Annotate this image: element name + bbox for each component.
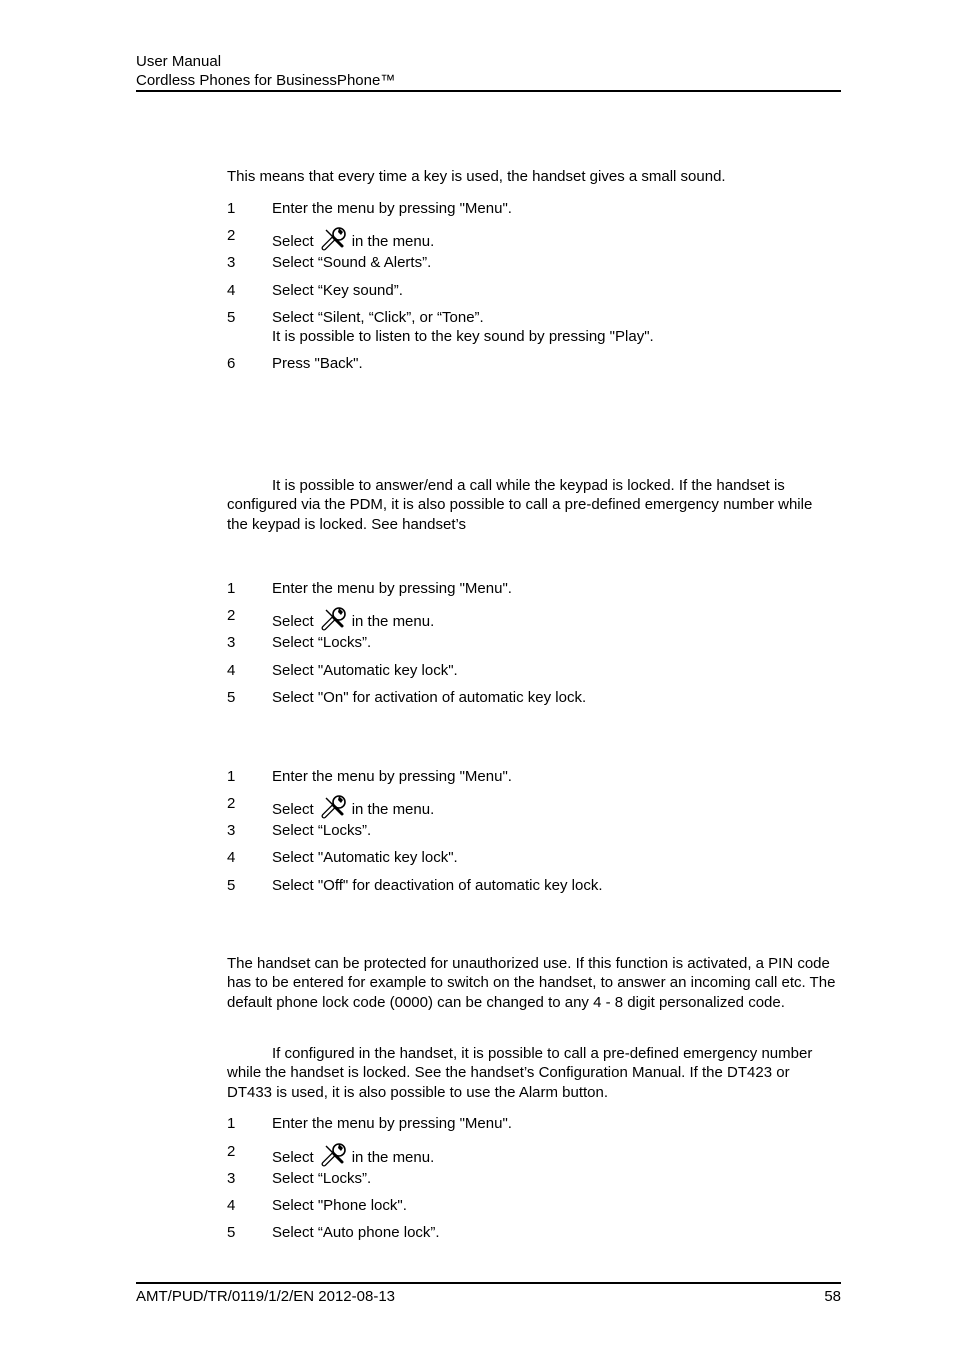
step-text xyxy=(272,661,458,680)
step-text-line: Select “Key sound”. xyxy=(272,282,403,299)
step-text-before-icon: Select xyxy=(272,801,314,818)
step-text-line-2: It is possible to listen to the key sound by pressing "Play". xyxy=(272,328,654,345)
footer-rule xyxy=(136,1282,841,1284)
step-text xyxy=(272,226,434,252)
step-number: 5 xyxy=(227,309,236,326)
step-text xyxy=(272,794,434,820)
step-text-after-icon: in the menu. xyxy=(351,1149,435,1166)
step-text-line: Select "Automatic key lock". xyxy=(272,662,458,679)
step-text-line: Select "On" for activation of automatic key lock. xyxy=(272,689,587,706)
step-number: 6 xyxy=(227,355,236,372)
step-text-line: Enter the menu by pressing "Menu". xyxy=(272,768,512,785)
step-text-line: Select “Locks”. xyxy=(272,634,372,651)
footer-page-number: 58 xyxy=(824,1288,841,1305)
step-number: 4 xyxy=(227,282,236,299)
step-text xyxy=(272,253,431,272)
step-text-line: Enter the menu by pressing "Menu". xyxy=(272,1115,512,1132)
step-number: 2 xyxy=(227,227,236,244)
step-text-line: Select "Phone lock". xyxy=(272,1197,407,1214)
step-text xyxy=(272,848,458,867)
step-text xyxy=(272,633,371,652)
header-rule xyxy=(136,90,841,92)
step-text xyxy=(272,1223,440,1242)
step-text-after-icon: in the menu. xyxy=(351,613,435,630)
step-text xyxy=(272,308,654,346)
step-number: 5 xyxy=(227,1224,236,1241)
step-number: 4 xyxy=(227,662,236,679)
step-number: 3 xyxy=(227,822,236,839)
step-text xyxy=(272,1196,407,1215)
step-text-line: Select “Locks”. xyxy=(272,822,372,839)
settings-wrench-icon xyxy=(320,1142,348,1168)
step-text-line: Enter the menu by pressing "Menu". xyxy=(272,580,512,597)
step-text xyxy=(272,767,512,786)
step-text-line: Select “Locks”. xyxy=(272,1170,372,1187)
step-text xyxy=(272,1142,434,1168)
phone-lock-intro: The handset can be protected for unauthorized use. If this function is activated, a PIN code has to be entered for example to switch on the handset, to answer an incoming call etc. The default phone lock code (0000) can be changed to any 4 - 8 digit personalized code. xyxy=(227,955,836,1011)
step-text xyxy=(272,821,371,840)
step-text-line: Select “Silent, “Click”, or “Tone”. xyxy=(272,309,484,326)
step-text xyxy=(272,281,403,300)
step-text xyxy=(272,1169,371,1188)
step-text xyxy=(272,606,434,632)
step-number: 5 xyxy=(227,689,236,706)
key-lock-note: It is possible to answer/end a call while the keypad is locked. If the handset is configured via the PDM, it is also possible to call a pre-defined emergency number while the keypad is locked. See handset’s xyxy=(227,477,813,533)
step-text-line: Select "Automatic key lock". xyxy=(272,849,458,866)
settings-wrench-icon xyxy=(320,226,348,252)
step-text xyxy=(272,876,603,895)
step-text-before-icon: Select xyxy=(272,1149,314,1166)
step-text-line: Select "Off" for deactivation of automatic key lock. xyxy=(272,877,603,894)
step-text xyxy=(272,354,363,373)
step-number: 1 xyxy=(227,200,236,217)
settings-wrench-icon xyxy=(320,794,348,820)
step-number: 3 xyxy=(227,254,236,271)
step-text-line: Press "Back". xyxy=(272,355,363,372)
step-text-line: Enter the menu by pressing "Menu". xyxy=(272,200,512,217)
step-number: 4 xyxy=(227,849,236,866)
header-subtitle: Cordless Phones for BusinessPhone™ xyxy=(136,72,396,89)
step-number: 2 xyxy=(227,1143,236,1160)
step-number: 5 xyxy=(227,877,236,894)
phone-lock-note: If configured in the handset, it is possible to call a pre-defined emergency number while the handset is locked. See the handset’s Configuration Manual. If the DT423 or DT433 is used, it is also possible to use the Alarm button. xyxy=(227,1045,813,1101)
step-text-before-icon: Select xyxy=(272,233,314,250)
step-number: 1 xyxy=(227,768,236,785)
step-number: 1 xyxy=(227,580,236,597)
step-text-after-icon: in the menu. xyxy=(351,801,435,818)
step-number: 4 xyxy=(227,1197,236,1214)
step-text-before-icon: Select xyxy=(272,613,314,630)
step-text-after-icon: in the menu. xyxy=(351,233,435,250)
step-number: 2 xyxy=(227,795,236,812)
settings-wrench-icon xyxy=(320,606,348,632)
step-text xyxy=(272,688,586,707)
step-text xyxy=(272,1114,512,1133)
step-text-line: Select “Auto phone lock”. xyxy=(272,1224,440,1241)
header-title: User Manual xyxy=(136,53,222,70)
step-text xyxy=(272,199,512,218)
step-number: 1 xyxy=(227,1115,236,1132)
footer-doc-id: AMT/PUD/TR/0119/1/2/EN 2012-08-13 xyxy=(136,1288,396,1305)
step-number: 3 xyxy=(227,1170,236,1187)
key-sound-intro: This means that every time a key is used, the handset gives a small sound. xyxy=(227,168,726,185)
step-number: 3 xyxy=(227,634,236,651)
step-text-line: Select “Sound & Alerts”. xyxy=(272,254,432,271)
step-number: 2 xyxy=(227,607,236,624)
step-text xyxy=(272,579,512,598)
